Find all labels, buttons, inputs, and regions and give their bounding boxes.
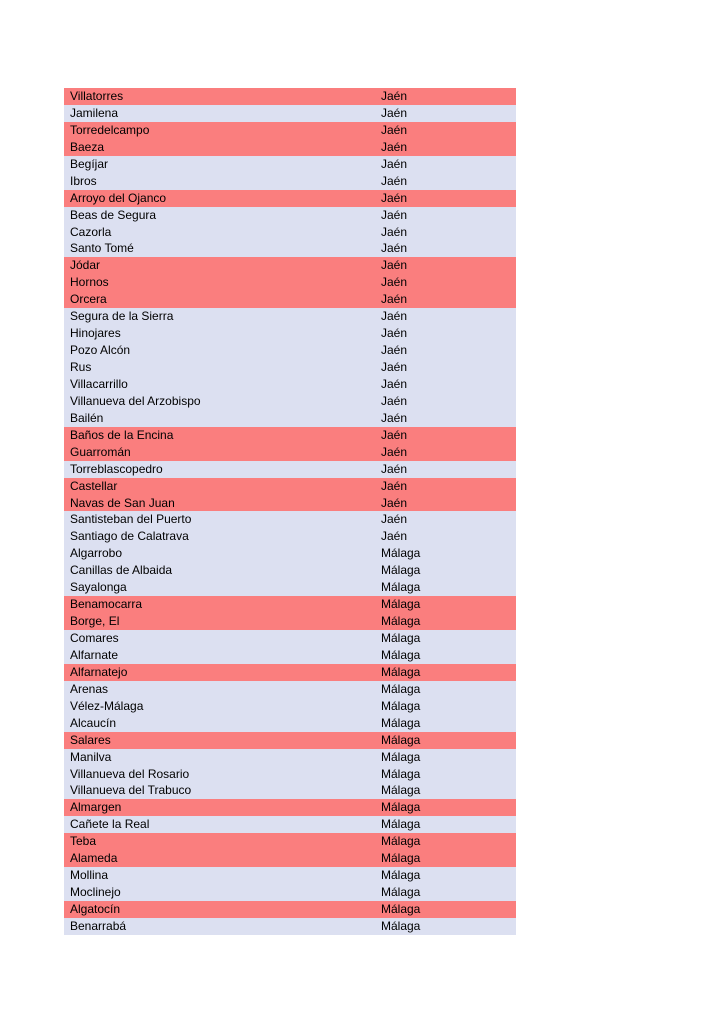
municipality-cell: Algarrobo xyxy=(70,546,123,561)
table-row xyxy=(64,664,516,681)
municipality-cell: Alameda xyxy=(70,851,118,866)
province-cell: Jaén xyxy=(381,275,408,290)
table-row xyxy=(64,105,516,122)
municipality-cell: Pozo Alcón xyxy=(70,343,131,358)
province-cell: Málaga xyxy=(381,800,421,815)
municipality-cell: Baeza xyxy=(70,139,105,154)
municipality-cell: Vélez-Málaga xyxy=(70,698,144,713)
province-cell: Jaén xyxy=(381,309,408,324)
municipality-cell: Jamilena xyxy=(70,105,119,120)
province-cell: Jaén xyxy=(381,529,408,544)
province-cell: Jaén xyxy=(381,224,408,239)
table-row xyxy=(64,681,516,698)
table-row xyxy=(64,478,516,495)
table-row xyxy=(64,342,516,359)
municipality-cell: Borge, El xyxy=(70,614,120,629)
municipality-cell: Guarromán xyxy=(70,444,131,459)
municipality-cell: Comares xyxy=(70,631,119,645)
table-row xyxy=(64,732,516,749)
province-cell: Jaén xyxy=(381,190,408,205)
province-cell: Jaén xyxy=(381,105,408,120)
municipality-cell: Teba xyxy=(70,834,97,849)
municipality-cell: Sayalonga xyxy=(70,580,127,595)
province-cell: Málaga xyxy=(381,664,421,679)
province-cell: Jaén xyxy=(381,292,408,307)
municipality-cell: Villanueva del Rosario xyxy=(70,766,190,781)
table-row xyxy=(64,647,516,664)
table-row xyxy=(64,207,516,224)
table-row xyxy=(64,393,516,410)
table-row xyxy=(64,799,516,816)
municipality-cell: Begíjar xyxy=(70,156,109,171)
municipality-cell: Moclinejo xyxy=(70,885,121,900)
table-row xyxy=(64,766,516,783)
province-cell: Jaén xyxy=(381,495,408,510)
province-cell: Jaén xyxy=(381,478,408,493)
municipality-cell: Hornos xyxy=(70,275,109,290)
municipality-cell: Torredelcampo xyxy=(70,122,150,137)
municipality-cell: Arroyo del Ojanco xyxy=(70,190,167,205)
province-cell: Málaga xyxy=(381,681,421,696)
province-cell: Jaén xyxy=(381,207,408,222)
table-row xyxy=(64,308,516,325)
province-cell: Málaga xyxy=(381,580,421,595)
municipality-cell: Cazorla xyxy=(70,224,112,239)
province-cell: Málaga xyxy=(381,885,421,900)
table-row xyxy=(64,901,516,918)
table-row xyxy=(64,613,516,630)
table-row xyxy=(64,444,516,461)
province-cell: Jaén xyxy=(381,343,408,358)
province-cell: Jaén xyxy=(381,139,408,154)
table-row xyxy=(64,257,516,274)
table-row xyxy=(64,528,516,545)
municipality-cell: Alfarnatejo xyxy=(70,664,128,679)
province-cell: Málaga xyxy=(381,766,421,781)
municipality-cell: Bailén xyxy=(70,410,104,425)
province-cell: Jaén xyxy=(381,444,408,459)
province-cell: Málaga xyxy=(381,834,421,849)
table-row xyxy=(64,833,516,850)
table-row xyxy=(64,579,516,596)
province-cell: Málaga xyxy=(381,563,421,578)
table-row xyxy=(64,867,516,884)
province-cell: Málaga xyxy=(381,597,421,612)
province-cell: Jaén xyxy=(381,122,408,137)
province-cell: Jaén xyxy=(381,156,408,171)
table-row xyxy=(64,596,516,613)
province-cell: Jaén xyxy=(381,427,408,442)
municipality-cell: Benamocarra xyxy=(70,597,143,612)
province-cell: Málaga xyxy=(381,715,421,730)
table-row xyxy=(64,274,516,291)
municipality-cell: Santiago de Calatrava xyxy=(70,529,189,544)
table-row xyxy=(64,850,516,867)
table-row xyxy=(64,630,516,647)
province-cell: Jaén xyxy=(381,461,408,476)
table-row xyxy=(64,190,516,207)
municipality-cell: Villatorres xyxy=(70,89,124,103)
table-row xyxy=(64,715,516,732)
municipality-cell: Navas de San Juan xyxy=(70,495,175,510)
table-row xyxy=(64,427,516,444)
municipality-cell: Jódar xyxy=(70,258,101,273)
municipality-cell: Ibros xyxy=(70,173,97,188)
table-row xyxy=(64,698,516,715)
province-cell: Jaén xyxy=(381,241,408,256)
table-row xyxy=(64,122,516,139)
municipality-cell: Alfarnate xyxy=(70,647,119,662)
municipality-cell: Algatocín xyxy=(70,902,121,916)
table-row xyxy=(64,749,516,766)
province-cell: Jaén xyxy=(381,360,408,374)
table-row xyxy=(64,88,516,105)
table-row xyxy=(64,918,516,935)
municipality-cell: Santo Tomé xyxy=(70,241,134,256)
municipality-cell: Canillas de Albaida xyxy=(70,563,173,578)
municipality-cell: Beas de Segura xyxy=(70,207,157,222)
province-cell: Málaga xyxy=(381,851,421,866)
municipality-cell: Torreblascopedro xyxy=(70,461,163,476)
municipality-cell: Rus xyxy=(70,360,92,374)
municipality-cell: Benarrabá xyxy=(70,918,127,933)
province-cell: Jaén xyxy=(381,326,408,341)
municipality-cell: Cañete la Real xyxy=(70,817,150,832)
municipality-cell: Baños de la Encina xyxy=(70,427,174,442)
municipality-cell: Villanueva del Trabuco xyxy=(70,783,192,798)
province-cell: Málaga xyxy=(381,817,421,832)
table-row xyxy=(64,562,516,579)
province-cell: Jaén xyxy=(381,376,408,391)
municipality-cell: Almargen xyxy=(70,800,122,815)
province-cell: Jaén xyxy=(381,410,408,425)
province-cell: Málaga xyxy=(381,647,421,662)
table-row xyxy=(64,376,516,393)
table-row xyxy=(64,156,516,173)
table-row xyxy=(64,325,516,342)
municipality-cell: Manilva xyxy=(70,749,112,764)
province-cell: Málaga xyxy=(381,749,421,764)
table-row xyxy=(64,240,516,257)
province-cell: Jaén xyxy=(381,173,408,188)
province-cell: Málaga xyxy=(381,732,421,747)
province-cell: Jaén xyxy=(381,393,408,408)
table-row xyxy=(64,173,516,190)
province-cell: Jaén xyxy=(381,258,408,273)
municipality-cell: Orcera xyxy=(70,292,107,307)
province-cell: Málaga xyxy=(381,614,421,629)
municipality-province-table xyxy=(64,88,516,935)
municipality-cell: Villanueva del Arzobispo xyxy=(70,393,201,408)
table-body xyxy=(64,88,516,935)
table-row xyxy=(64,224,516,241)
municipality-cell: Hinojares xyxy=(70,326,121,341)
province-cell: Málaga xyxy=(381,918,421,933)
table-row xyxy=(64,359,516,376)
municipality-cell: Castellar xyxy=(70,478,118,493)
table-row xyxy=(64,461,516,478)
municipality-cell: Villacarrillo xyxy=(70,376,128,391)
province-cell: Málaga xyxy=(381,783,421,798)
table-row xyxy=(64,139,516,156)
table-row xyxy=(64,410,516,427)
municipality-cell: Salares xyxy=(70,732,111,747)
province-cell: Málaga xyxy=(381,902,421,916)
province-cell: Jaén xyxy=(381,89,408,103)
province-cell: Málaga xyxy=(381,698,421,713)
municipality-cell: Arenas xyxy=(70,681,109,696)
table-row xyxy=(64,884,516,901)
province-cell: Málaga xyxy=(381,868,421,883)
table-row xyxy=(64,511,516,528)
province-cell: Jaén xyxy=(381,512,408,527)
table-row xyxy=(64,495,516,512)
province-cell: Málaga xyxy=(381,546,421,561)
municipality-cell: Alcaucín xyxy=(70,715,117,730)
table-row xyxy=(64,291,516,308)
table-row xyxy=(64,782,516,799)
municipality-cell: Mollina xyxy=(70,868,109,883)
province-cell: Málaga xyxy=(381,631,421,645)
table-row xyxy=(64,545,516,562)
municipality-cell: Segura de la Sierra xyxy=(70,309,174,324)
municipality-cell: Santisteban del Puerto xyxy=(70,512,192,527)
table-row xyxy=(64,816,516,833)
